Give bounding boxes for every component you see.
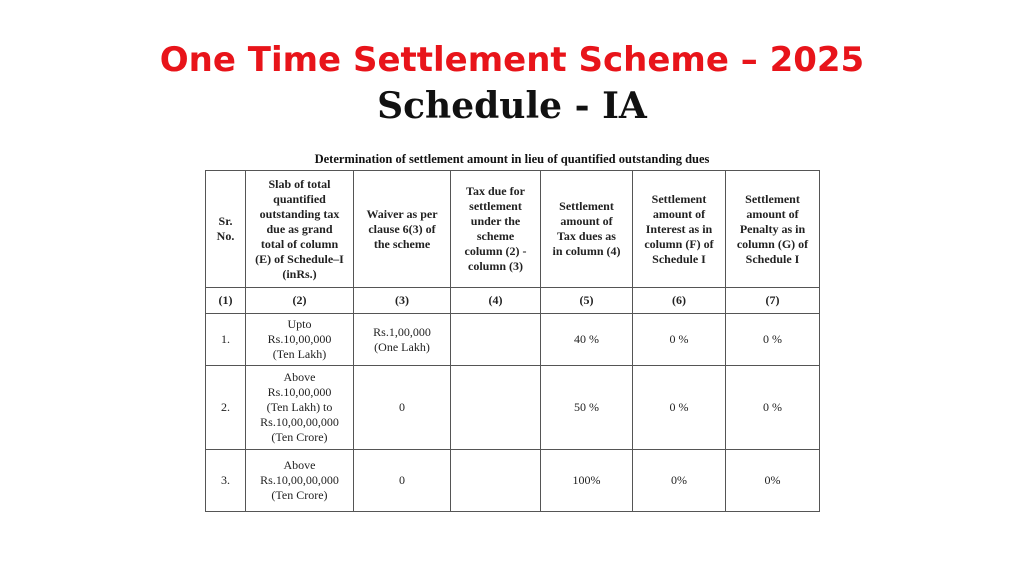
column-number: (6) (633, 288, 726, 314)
table-cell: 0 % (726, 366, 820, 450)
table-row (206, 366, 820, 450)
settlement-schedule-table (205, 170, 820, 512)
column-number: (4) (451, 288, 541, 314)
header-sr-no: Sr. No. (206, 171, 246, 288)
header-tax-due: Tax due for settlement under the scheme column (2) - column (3) (451, 171, 541, 288)
header-settlement-penalty: Settlement amount of Penalty as in column (G) of Schedule I (726, 171, 820, 288)
table-cell: Rs.1,00,000 (One Lakh) (354, 314, 451, 366)
column-number-row (206, 288, 820, 314)
header-waiver: Waiver as per clause 6(3) of the scheme (354, 171, 451, 288)
table-cell: 3. (206, 450, 246, 512)
table-cell: Upto Rs.10,00,000 (Ten Lakh) (246, 314, 354, 366)
table-cell: 0% (633, 450, 726, 512)
table-cell: 50 % (541, 366, 633, 450)
table-cell: 1. (206, 314, 246, 366)
table-cell: 0 (354, 366, 451, 450)
table-cell: 0% (726, 450, 820, 512)
column-number: (5) (541, 288, 633, 314)
table-cell: 40 % (541, 314, 633, 366)
table-row (206, 314, 820, 366)
table-cell: Above Rs.10,00,00,000 (Ten Crore) (246, 450, 354, 512)
table-cell: 0 % (633, 314, 726, 366)
header-settlement-tax: Settlement amount of Tax dues as in column (4) (541, 171, 633, 288)
table-cell: 0 % (726, 314, 820, 366)
column-number: (7) (726, 288, 820, 314)
table-cell: 0 % (633, 366, 726, 450)
header-slab: Slab of total quantified outstanding tax due as grand total of column (E) of Schedule–I (inRs.) (246, 171, 354, 288)
table-caption: Determination of settlement amount in lieu of quantified outstanding dues (314, 152, 710, 166)
column-number: (2) (246, 288, 354, 314)
table-row (206, 450, 820, 512)
slide-title: One Time Settlement Scheme – 2025 (159, 40, 865, 80)
table-cell: 2. (206, 366, 246, 450)
table-cell: 100% (541, 450, 633, 512)
column-number: (1) (206, 288, 246, 314)
header-settlement-interest: Settlement amount of Interest as in column (F) of Schedule I (633, 171, 726, 288)
table-header-row (206, 171, 820, 288)
table-cell: 0 (354, 450, 451, 512)
table-cell: Above Rs.10,00,000 (Ten Lakh) to Rs.10,00,00,000 (Ten Crore) (246, 366, 354, 450)
table-cell (451, 314, 541, 366)
table-cell (451, 366, 541, 450)
table-cell (451, 450, 541, 512)
column-number: (3) (354, 288, 451, 314)
slide-subtitle: Schedule - IA (377, 85, 647, 127)
